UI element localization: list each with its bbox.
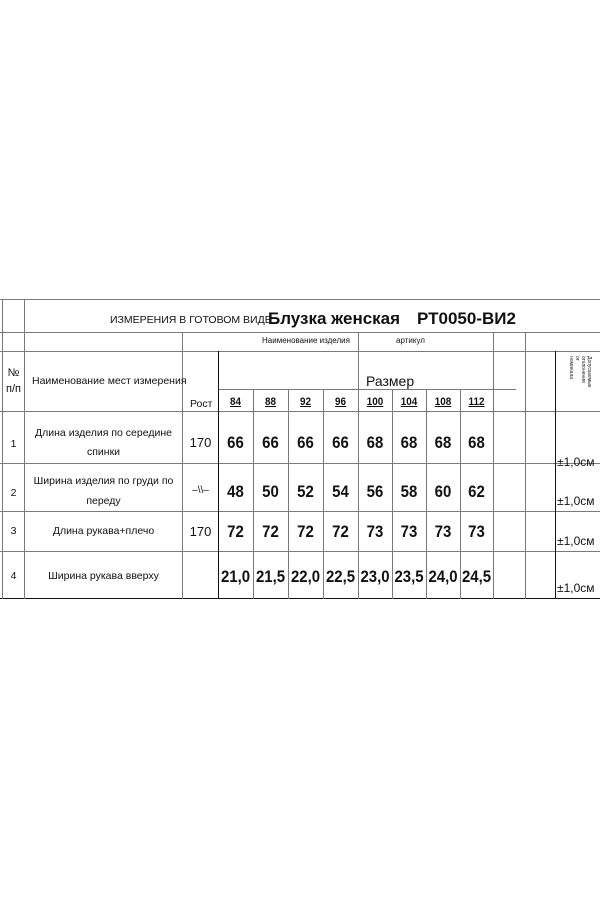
row-number: 3 <box>10 525 17 537</box>
size-value: 84 <box>229 396 242 408</box>
measure-value: 22,5 <box>325 567 356 586</box>
measure-value: 66 <box>262 433 279 452</box>
height-header: Рост <box>190 398 213 410</box>
size-value: 92 <box>299 396 312 408</box>
measure-value: 22,0 <box>290 567 321 586</box>
measure-value: 60 <box>434 482 452 501</box>
measure-value: 48 <box>227 482 244 501</box>
product-name: Блузка женская <box>268 309 401 328</box>
grid-line <box>555 351 556 599</box>
measure-value: 23,0 <box>360 567 390 586</box>
number-header: № <box>7 367 20 379</box>
measure-value: 68 <box>366 433 384 452</box>
grid-line <box>0 551 600 552</box>
grid-line <box>392 389 393 599</box>
tolerance-value: ±1,0см <box>557 534 595 548</box>
row-name: переду <box>86 495 121 507</box>
measure-value: 21,0 <box>220 567 251 586</box>
measure-value: 73 <box>400 522 418 541</box>
measure-value: 56 <box>366 482 384 501</box>
tolerance-header-line: от <box>574 356 580 361</box>
grid-line <box>525 332 526 599</box>
tolerance-value: ±1,0см <box>557 581 595 595</box>
grid-line <box>426 389 427 599</box>
row-height: –\\– <box>192 485 209 496</box>
measure-value: 24,0 <box>428 567 458 586</box>
article-caption: артикул <box>396 336 425 345</box>
measure-value: 72 <box>262 522 279 541</box>
measure-value: 54 <box>332 482 349 501</box>
size-value: 96 <box>334 396 347 408</box>
measure-value: 62 <box>468 482 485 501</box>
measure-value: 68 <box>468 433 485 452</box>
grid-line <box>288 389 289 599</box>
measurements-label: ИЗМЕРЕНИЯ В ГОТОВОМ ВИДЕ <box>110 314 272 326</box>
measure-value: 72 <box>227 522 244 541</box>
grid-line <box>182 332 183 599</box>
tolerance-header-line: Допускаемые <box>586 356 592 388</box>
row-name: Длина изделия по середине <box>35 427 172 439</box>
tolerance-header-line: номинала <box>568 356 574 380</box>
measure-value: 73 <box>468 522 485 541</box>
tolerance-header <box>568 356 592 388</box>
measurement-table <box>0 298 600 600</box>
measure-value: 73 <box>434 522 452 541</box>
measure-value: 72 <box>297 522 314 541</box>
grid-line <box>493 332 494 599</box>
row-number: 4 <box>10 570 17 582</box>
size-value: 112 <box>468 396 485 408</box>
measure-value: 23,5 <box>394 567 424 586</box>
measure-value: 21,5 <box>255 567 286 586</box>
measure-value: 72 <box>332 522 349 541</box>
grid-line <box>0 299 600 300</box>
size-header: Размер <box>366 373 415 389</box>
size-value: 108 <box>434 396 452 408</box>
row-name: Ширина изделия по груди по <box>33 475 174 487</box>
grid-line <box>323 389 324 599</box>
row-height: 170 <box>189 524 212 539</box>
number-header-sub: п/п <box>6 383 21 395</box>
measure-value: 50 <box>262 482 279 501</box>
row-height: 170 <box>189 435 212 450</box>
row-name: спинки <box>86 446 121 458</box>
grid-line <box>0 463 600 464</box>
measure-value: 68 <box>434 433 452 452</box>
grid-line <box>0 332 600 333</box>
grid-line <box>358 332 359 599</box>
measure-value: 58 <box>400 482 418 501</box>
tolerance-value: ±1,0см <box>557 455 595 469</box>
grid-line <box>218 351 219 599</box>
row-number: 2 <box>10 487 17 499</box>
grid-line <box>0 598 600 599</box>
size-value: 100 <box>366 396 384 408</box>
grid-line <box>218 389 516 390</box>
article-number: РТ0050-ВИ2 <box>417 309 516 328</box>
product-caption: Наименование изделия <box>262 336 350 345</box>
size-value: 104 <box>400 396 418 408</box>
measure-value: 68 <box>400 433 418 452</box>
grid-line <box>460 389 461 599</box>
row-name: Длина рукава+плечо <box>52 525 155 537</box>
measure-value: 73 <box>366 522 384 541</box>
measure-value: 66 <box>227 433 244 452</box>
size-value: 88 <box>264 396 277 408</box>
row-name: Ширина рукава вверху <box>48 570 159 582</box>
place-header: Наименование мест измерения <box>32 375 187 387</box>
grid-line <box>0 411 600 412</box>
tolerance-header-line: отклонения <box>580 356 586 383</box>
measure-value: 66 <box>297 433 314 452</box>
grid-line <box>253 389 254 599</box>
measure-value: 66 <box>332 433 349 452</box>
row-number: 1 <box>10 438 17 450</box>
measure-value: 52 <box>297 482 314 501</box>
tolerance-value: ±1,0см <box>557 494 595 508</box>
measure-value: 24,5 <box>461 567 492 586</box>
grid-line <box>0 511 600 512</box>
grid-line <box>0 351 600 352</box>
